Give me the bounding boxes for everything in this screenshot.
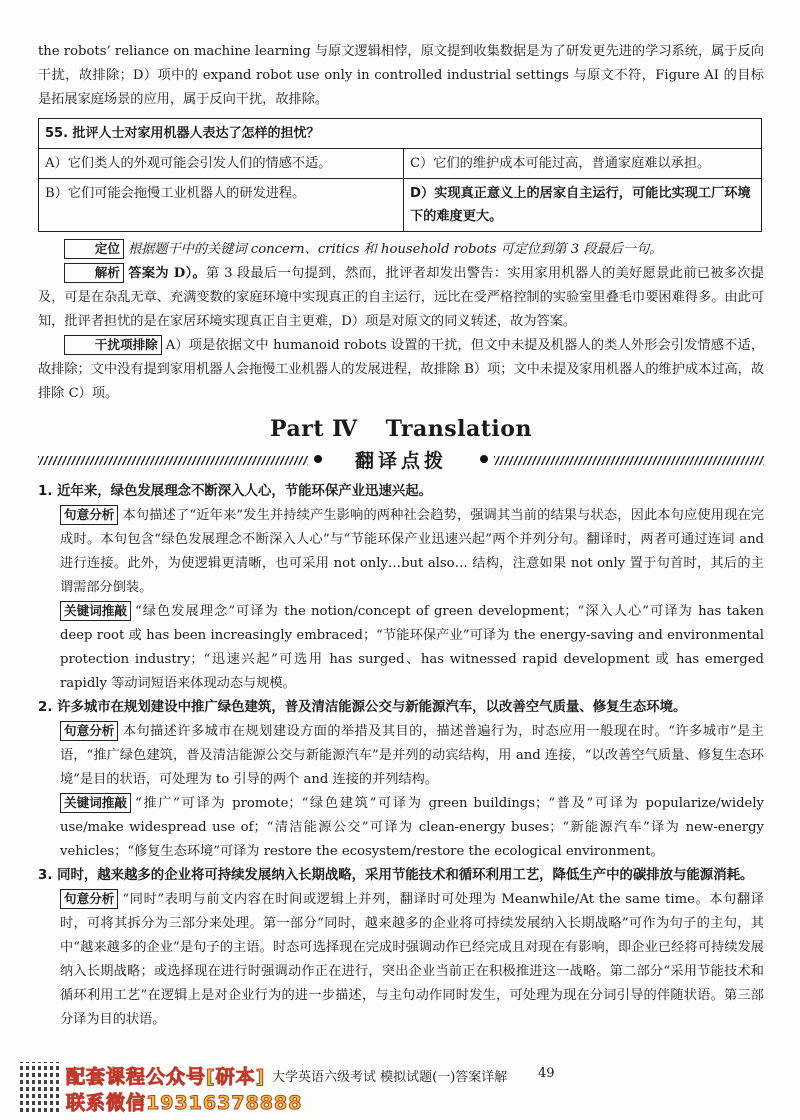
part-name: Translation: [385, 416, 532, 442]
bullet-dot-right: [480, 455, 488, 463]
translation-item-3: [38, 864, 764, 1032]
keyword-text: “绿色发展理念”可译为 the notion/concept of green development；“深入人心”可译为 has taken deep root 或 has been increasingly embraced；“节能环保产业”可译为 the energy-saving and environmental protection industry；“迅速兴起”可选用 has surged、has witnessed rapid development 或 has emerged rapidly 等动词短语来体现动态与规模。: [60, 604, 764, 691]
footer-caption: 大学英语六级考试 模拟试题(一)答案详解: [272, 1070, 508, 1085]
keyword-analysis: [60, 792, 764, 864]
watermark-line-1: 配套课程公众号[研本]: [66, 1066, 266, 1088]
keyword-analysis: [60, 600, 764, 696]
keyword-tag: 关键词推敲: [60, 601, 131, 621]
page-content: [38, 40, 764, 1032]
analysis-tag: 解析: [64, 263, 124, 283]
sentence-analysis: [60, 720, 764, 792]
sentence-tag: 句意分析: [60, 505, 118, 525]
locate-tag: 定位: [64, 239, 124, 259]
item-body: [38, 888, 764, 1032]
keyword-tag: 关键词推敲: [60, 793, 131, 813]
banner-title: 翻译点拨: [354, 450, 447, 472]
section-banner: [38, 446, 764, 474]
sentence-tag: 句意分析: [60, 721, 118, 741]
sentence-analysis: [60, 504, 764, 600]
option-d: D）实现真正意义上的居家自主运行，可能比实现工厂环境下的难度更大。: [404, 179, 762, 232]
part-heading: [38, 416, 764, 442]
sentence-text: 本句描述了“近年来”发生并持续产生影响的两种社会趋势，强调其当前的结果与状态，因此本句应使用现在完成时。本句包含“绿色发展理念不断深入人心”与“节能环保产业迅速兴起”两个并列分句。翻译时，两者可通过连词 and 进行连接。此外，为使逻辑更清晰，也可采用 not only…but also… 结构，注意如果 not only 置于句首时，其后的主谓需部分倒装。: [60, 508, 764, 595]
sentence-tag: 句意分析: [60, 889, 118, 909]
option-a: A）它们类人的外观可能会引发人们的情感不适。: [39, 149, 404, 179]
hatch-right: [494, 456, 764, 465]
item-body: [38, 504, 764, 696]
sentence-text: 本句描述许多城市在规划建设方面的举措及其目的，描述普遍行为，时态应用一般现在时。“许多城市”是主语，“推广绿色建筑，普及清洁能源公交与新能源汽车”是并列的动宾结构，用 and 连接，“以改善空气质量、修复生态环境”是目的状语，可处理为 to 引导的两个 and 连接的并列结构。: [60, 724, 764, 787]
item-title: 3. 同时，越来越多的企业将可持续发展纳入长期战略，采用节能技术和循环利用工艺，降低生产中的碳排放与能源消耗。: [38, 868, 754, 883]
item-title: 1. 近年来，绿色发展理念不断深入人心，节能环保产业迅速兴起。: [38, 484, 433, 499]
analysis-paragraph: [38, 262, 764, 334]
translation-item-1: [38, 480, 764, 696]
distractor-paragraph: [38, 334, 764, 406]
item-title: 2. 许多城市在规划建设中推广绿色建筑，普及清洁能源公交与新能源汽车，以改善空气质量、修复生态环境。: [38, 700, 687, 715]
sentence-text: “同时”表明与前文内容在时间或逻辑上并列，翻译时可处理为 Meanwhile/At the same time。本句翻译时，可将其拆分为三部分来处理。第一部分“同时，越来越多的企业将可持续发展纳入长期战略”可作为句子的主句，其中“越来越多的企业”是句子的主语。时态可选择现在完成时强调动作已经完成且对现在有影响，即企业已经将可持续发展纳入长期战略；或选择现在进行时强调动作正在进行，突出企业当前正在积极推进这一战略。第二部分“采用节能技术和循环利用工艺”在逻辑上是对企业行为的进一步描述，与主句动作同时发生，可处理为现在分词引导的伴随状语。第三部分译为目的状语。: [60, 892, 764, 1027]
question-table: [38, 118, 762, 232]
page-footer: [20, 1060, 780, 1116]
analysis-text: 第 3 段最后一句提到，然而，批评者却发出警告：实用家用机器人的美好愿景此前已被多次提及，可是在杂乱无章、充满变数的家庭环境中实现真正的自主运行，远比在受严格控制的实验室里叠毛巾要困难得多。由此可知，批评者担忧的是在家居环境实现真正自主更难，D）项是对原文的同义转述，故为答案。: [38, 266, 764, 329]
sentence-analysis: [60, 888, 764, 1032]
watermark-line-2: 联系微信19316378888: [66, 1092, 303, 1114]
option-c: C）它们的维护成本可能过高，普通家庭难以承担。: [404, 149, 762, 179]
item-body: [38, 720, 764, 864]
option-b: B）它们可能会拖慢工业机器人的研发进程。: [39, 179, 404, 232]
intro-paragraph: the robots’ reliance on machine learning 与原文逻辑相悖，原文提到收集数据是为了研发更先进的学习系统，属于反向干扰，故排除；D）项中的 expand robot use only in controlled industrial settings 与原文不符，Figure AI 的目标是拓展家庭场景的应用，属于反向干扰，故排除。: [38, 44, 764, 107]
distractor-text: A）项是依据文中 humanoid robots 设置的干扰，但文中未提及机器人的类人外形会引发情感不适，故排除；文中没有提到家用机器人会拖慢工业机器人的发展进程，故排除 B）项；文中未提及家用机器人的维护成本过高，故排除 C）项。: [38, 338, 765, 401]
keyword-text: “推广”可译为 promote；“绿色建筑”可译为 green buildings；“普及”可译为 popularize/widely use/make widespread use of；“清洁能源公交”可译为 clean-energy buses；“新能源汽车”译为 new-energy vehicles；“修复生态环境”可译为 restore the ecosystem/restore the ecological environment。: [60, 796, 764, 859]
part-roman: Part Ⅳ: [270, 416, 358, 442]
analysis-answer: 答案为 D）。: [127, 266, 207, 281]
distractor-tag: 干扰项排除: [64, 335, 161, 355]
locate-paragraph: [38, 238, 764, 262]
page-number: 49: [538, 1066, 555, 1081]
locate-text: 根据题干中的关键词 concern、critics 和 household robots 可定位到第 3 段最后一句。: [127, 242, 663, 257]
translation-item-2: [38, 696, 764, 864]
question-title: 55. 批评人士对家用机器人表达了怎样的担忧？: [39, 119, 762, 149]
qr-code-pattern: [20, 1062, 62, 1112]
